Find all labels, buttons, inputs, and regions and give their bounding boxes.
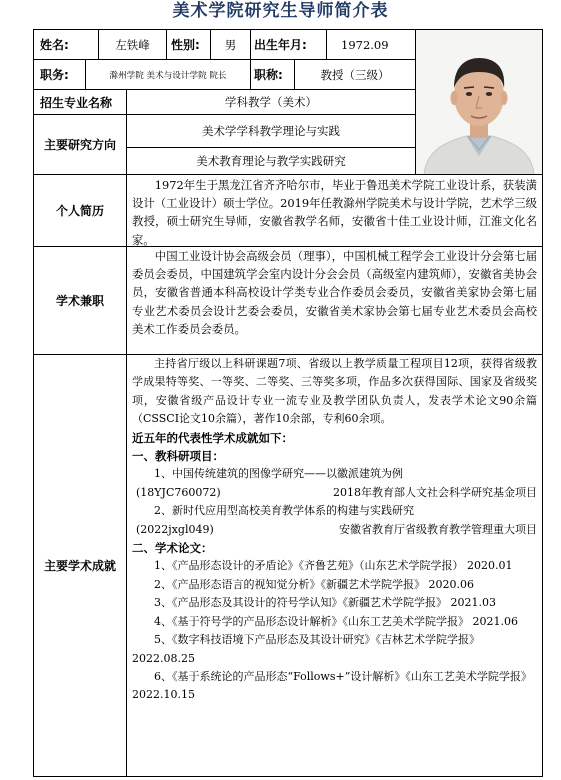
paper-6: 6、《基于系统论的产品形态“Follows+”设计解析》《山东工艺美术学院学报》 2022.10.15 [132,669,532,702]
achievements-intro: 主持省厅级以上科研课题7项、省级以上教学质量工程项目12项，获得省级教学成果特等奖、一等奖、二等奖、三等奖多项，作品多次获得国际、国家及省级奖项，安徽省级产品设计专业一流专业及教学团队负责人，发表学术论文90余篇（CSSCI论文10余篇），著作10余部，专利60余项。 [132,357,537,426]
paper-2: 2、《产品形态语言的视知觉分析》《新疆艺术学院学报》 2020.06 [154,577,474,591]
name-label: 姓名: [34,30,99,60]
major-value: 学科教学（美术） [127,90,416,115]
achievements-cell [127,355,542,776]
job-title-label: 职称: [251,60,295,90]
recent-heading: 近五年的代表性学术成就如下： [132,430,293,445]
project-1-code: (18YJC760072) [136,485,221,499]
position-label: 职务: [34,60,86,90]
birth-label: 出生年月: [251,30,327,60]
posts-cell [127,247,542,355]
paper-4: 4、《基于符号学的产品形态设计解析》《山东工艺美术学院学报》 2021.06 [154,614,518,628]
paper-3: 3、《产品形态及其设计的符号学认知》《新疆艺术学院学报》 2021.03 [154,596,496,610]
research-label: 主要研究方向 [34,115,127,175]
project-2-source: 安徽省教育厅省级教育教学管理重大项目 [339,522,537,536]
gender-value: 男 [211,30,251,60]
research-item-1: 美术学学科教学理论与实践 [127,115,416,148]
page-title: 美术学院研究生导师简介表 [172,1,389,21]
papers-heading: 二、学术论文： [132,541,213,556]
paper-5: 5、《数字科技语境下产品形态及其设计研究》《吉林艺术学院学报》 2022.08.25 [132,633,480,665]
name-value: 左铁峰 [99,30,167,60]
portrait-image [416,30,542,175]
bio-text: 1972年生于黑龙江省齐齐哈尔市，毕业于鲁迅美术学院工业设计系，获装潢设计（工业设计）硕士学位。2019年任教滁州学院美术与设计学院，艺术学三级教授，硕士研究生导师，安徽省教学名师，安徽省十佳工业设计师，江淮文化名家。 [132,178,537,247]
posts-text: 中国工业设计协会高级会员（理事），中国机械工程学会工业设计分会第七届委员会委员，中国建筑学会室内设计分会会员（高级室内建筑师），安徽省美协会员，安徽省普通本科高校设计学类专业合作委员会委员，安徽省美家协会第七届专业艺术委员会设计艺委会委员，安徽省美术家协会第七届专业艺术委员会高校美术工作委员会委员。 [132,249,537,336]
portrait-photo [416,30,542,175]
projects-heading: 一、教科研项目： [132,449,224,464]
paper-1: 1、《产品形态设计的矛盾论》《齐鲁艺苑》（山东艺术学院学报） 2020.01 [154,559,513,573]
birth-value: 1972.09 [327,30,416,60]
major-label: 招生专业名称 [34,90,127,115]
research-item-2: 美术教育理论与教学实践研究 [127,148,416,175]
project-1-title: 1、中国传统建筑的图像学研究——以徽派建筑为例 [154,467,403,481]
gender-label: 性别: [167,30,211,60]
profile-table [33,29,543,777]
project-2-meta [132,521,537,539]
bio-label: 个人简历 [34,175,127,247]
job-title-value: 教授（三级） [295,60,416,90]
project-2-code: (2022jxgl049) [136,522,214,536]
project-1-source: 2018年教育部人文社会科学研究基金项目 [333,485,537,499]
achievements-label: 主要学术成就 [34,355,127,776]
posts-label: 学术兼职 [34,247,127,355]
position-value: 滁州学院 美术与设计学院 院长 [86,60,251,90]
bio-cell [127,175,542,247]
project-2-title: 2、新时代应用型高校美育教学体系的构建与实践研究 [154,504,414,518]
project-1-meta [132,484,537,502]
